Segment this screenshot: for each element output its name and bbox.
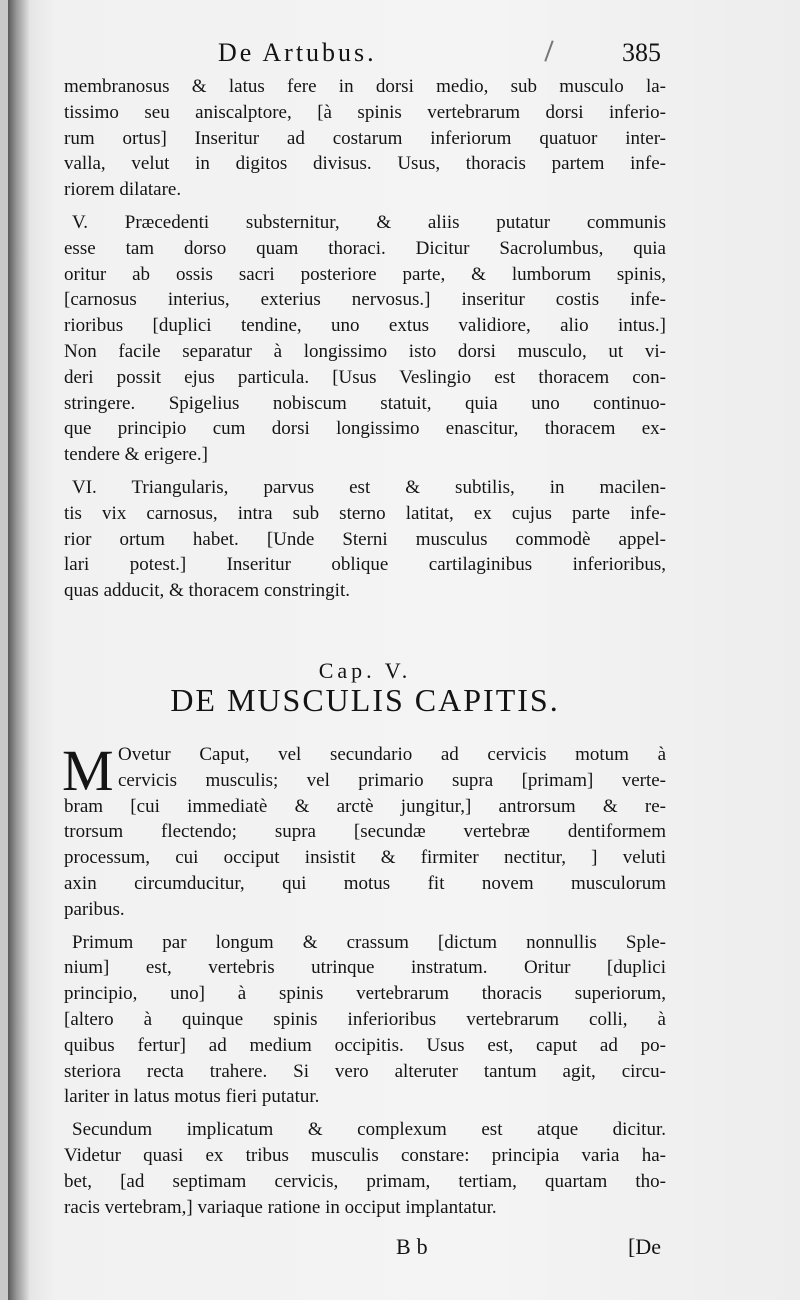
- signature-mark: Bb: [396, 1234, 434, 1259]
- text-line: cervicis musculis; vel primario supra [primam] verte-: [118, 769, 666, 791]
- text-line: quibus fertur] ad medium occipitis. Usus est, caput ad po-: [64, 1034, 666, 1056]
- text-line: Videtur quasi ex tribus musculis constare: principia varia ha-: [64, 1144, 666, 1166]
- paragraph-primum-par: [64, 930, 666, 1111]
- text-line: V. Præcedenti substernitur, & aliis putatur communis: [72, 211, 666, 233]
- text-line: VI. Triangularis, parvus est & subtilis, in macilen-: [72, 476, 666, 498]
- text-line: Secundum implicatum & complexum est atque dicitur.: [72, 1119, 666, 1141]
- text-line: membranosus & latus fere in dorsi medio, sub musculo la-: [64, 76, 666, 97]
- text-line: rior ortum habet. [Unde Sterni musculus commodè appel-: [64, 528, 666, 550]
- text-line: stringere. Spigelius nobiscum statuit, quia uno continuo-: [64, 392, 666, 414]
- text-line: tissimo seu aniscalptore, [à spinis vertebrarum dorsi inferio-: [64, 101, 666, 123]
- page-number: 385: [622, 38, 661, 67]
- text-line: oritur ab ossis sacri posteriore parte, & lumborum spinis,: [64, 263, 666, 285]
- chapter-body: [62, 738, 666, 1220]
- paragraph-sacrolumbus: [64, 210, 666, 468]
- text-line: tis vix carnosus, intra sub sterno latitat, ex cujus parte infe-: [64, 502, 666, 524]
- text-line: quas adducit, & thoracem constringit.: [64, 580, 350, 602]
- text-line: [carnosus interius, exterius nervosus.] inseritur costis infe-: [64, 289, 666, 311]
- running-title: De Artubus.: [218, 38, 377, 67]
- text-line: steriora recta trahere. Si vero alteruter tantum agit, circu-: [64, 1060, 666, 1082]
- chapter-title: DE MUSCULIS CAPITIS.: [170, 682, 560, 718]
- text-line: lari potest.] Inseritur oblique cartilaginibus inferioribus,: [64, 554, 666, 576]
- text-line: riorem dilatare.: [64, 179, 182, 201]
- text-line: bet, [ad septimam cervicis, primam, tertiam, quartam tho-: [64, 1170, 666, 1192]
- drop-cap: M: [62, 738, 114, 803]
- binding-shadow: [8, 0, 30, 1300]
- text-line: rioribus [duplici tendine, uno extus validiore, alio intus.]: [64, 315, 666, 337]
- paragraph-secundum: [64, 1117, 666, 1220]
- paragraph-triangularis: [64, 475, 666, 604]
- text-line: Ovetur Caput, vel secundario ad cervicis motum à: [118, 744, 666, 765]
- text-line: que principio cum dorsi longissimo enascitur, thoracem ex-: [64, 418, 666, 440]
- text-line: tendere & erigere.]: [64, 444, 208, 466]
- text-line: trorsum flectendo; supra [secundæ vertebræ dentiformem: [64, 821, 666, 843]
- text-line: deri possit ejus particula. [Usus Veslingio est thoracem con-: [64, 366, 666, 388]
- text-line: processum, cui occiput insistit & firmiter nectitur, ] veluti: [64, 847, 666, 869]
- book-page: [8, 0, 800, 1300]
- chapter-number: Cap. V.: [318, 658, 412, 683]
- paragraph-continuation: [64, 74, 666, 203]
- text-line: Primum par longum & crassum [dictum nonnullis Sple-: [72, 931, 666, 953]
- text-line: principio, uno] à spinis vertebrarum thoracis superiorum,: [64, 983, 666, 1005]
- text-line: nium] est, vertebris utrinque instratum. Oritur [duplici: [64, 957, 666, 979]
- text-line: rum ortus] Inseritur ad costarum inferiorum quatuor inter-: [64, 127, 666, 149]
- text-line: Non facile separatur à longissimo isto dorsi musculo, ut vi-: [64, 340, 666, 362]
- text-line: [altero à quinque spinis inferioribus vertebrarum colli, à: [64, 1008, 666, 1030]
- page-text: [62, 74, 666, 1218]
- text-line: paribus.: [64, 898, 125, 920]
- page-footer: [8, 1234, 800, 1264]
- text-line: racis vertebram,] variaque ratione in occiput implantatur.: [64, 1196, 497, 1218]
- text-line: axin circumducitur, qui motus fit novem musculorum: [64, 872, 666, 894]
- running-header: [8, 38, 800, 72]
- text-line: esse tam dorso quam thoraci. Dicitur Sacrolumbus, quia: [64, 237, 666, 259]
- text-line: bram [cui immediatè & arctè jungitur,] antrorsum & re-: [64, 795, 666, 817]
- catchword: [De: [628, 1234, 661, 1259]
- text-line: lariter in latus motus fieri putatur.: [64, 1086, 320, 1108]
- text-line: valla, velut in digitos divisus. Usus, thoracis partem infe-: [64, 153, 666, 175]
- paragraph-movetur: [62, 738, 666, 923]
